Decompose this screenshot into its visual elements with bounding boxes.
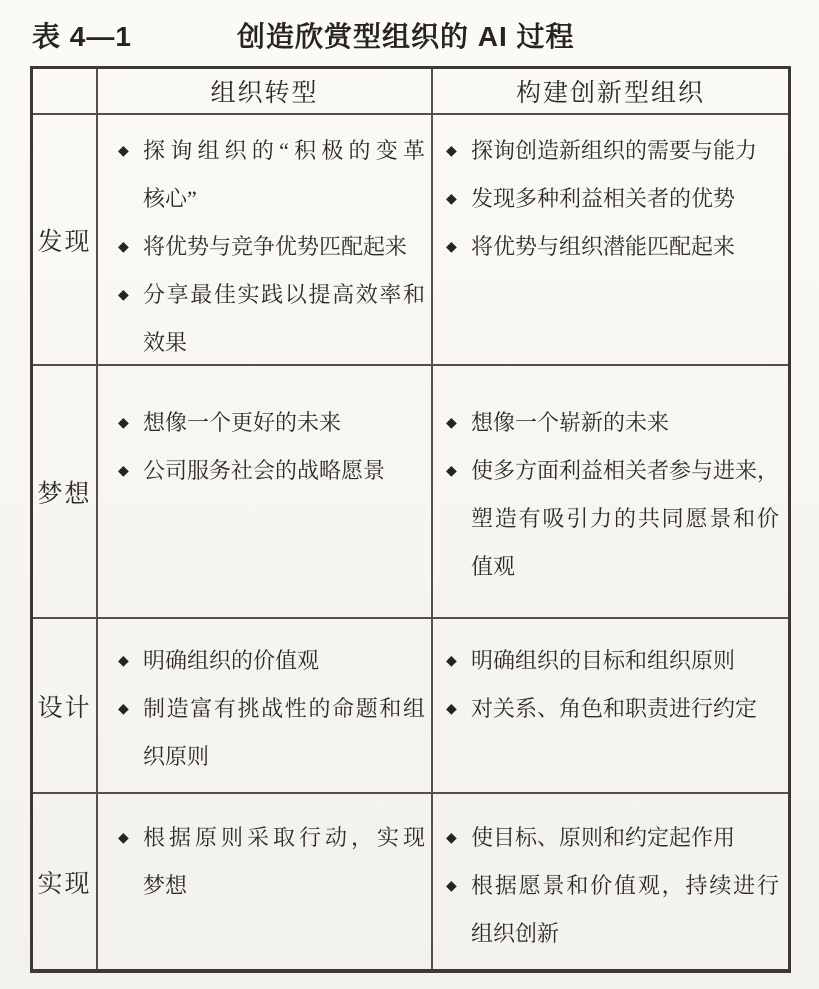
item-line: 对关系、角色和职责进行约定 xyxy=(471,696,758,721)
bullet-item xyxy=(118,814,425,910)
table-number: 表 4—1 xyxy=(32,21,132,52)
diamond-bullet-icon: ◆ xyxy=(118,831,129,846)
diamond-bullet-icon: ◆ xyxy=(118,240,129,255)
diamond-bullet-icon: ◆ xyxy=(118,654,129,669)
bullet-item xyxy=(446,637,779,685)
diamond-bullet-icon: ◆ xyxy=(446,192,457,207)
item-line: 探询创造新组织的需要与能力 xyxy=(471,138,758,163)
row-label-discovery: 发现 xyxy=(33,115,98,366)
item-line: 探询组织的“积极的变革 xyxy=(143,138,425,163)
item-line: 效果 xyxy=(143,330,188,355)
row-label-design: 设计 xyxy=(33,619,98,794)
bullet-item xyxy=(446,814,779,862)
diamond-bullet-icon: ◆ xyxy=(118,288,129,303)
bullet-item xyxy=(446,175,779,223)
content-cell-dream-innovative xyxy=(433,366,788,619)
bullet-item xyxy=(118,637,425,685)
item-line: 核心” xyxy=(143,186,197,211)
item-line: 分享最佳实践以提高效率和 xyxy=(143,282,425,307)
ai-process-table xyxy=(30,66,791,973)
bullet-item xyxy=(446,447,779,591)
diamond-bullet-icon: ◆ xyxy=(446,879,457,894)
diamond-bullet-icon: ◆ xyxy=(118,464,129,479)
bullet-item xyxy=(118,223,425,271)
corner-cell xyxy=(33,69,98,115)
item-line: 想像一个更好的未来 xyxy=(143,410,342,435)
table-caption: 创造欣赏型组织的 AI 过程 xyxy=(237,21,575,52)
item-line: 使多方面利益相关者参与进来， xyxy=(471,458,780,483)
diamond-bullet-icon: ◆ xyxy=(446,654,457,669)
bullet-item xyxy=(118,447,425,495)
bullet-item xyxy=(118,685,425,781)
column-header-org-transform: 组织转型 xyxy=(98,69,433,115)
item-line: 将优势与组织潜能匹配起来 xyxy=(471,234,736,259)
item-line: 明确组织的价值观 xyxy=(143,648,320,673)
bullet-item xyxy=(118,399,425,447)
diamond-bullet-icon: ◆ xyxy=(446,702,457,717)
diamond-bullet-icon: ◆ xyxy=(118,416,129,431)
item-line: 根据愿景和价值观，持续进行 xyxy=(471,873,779,898)
item-line: 值观 xyxy=(471,554,516,579)
diamond-bullet-icon: ◆ xyxy=(446,240,457,255)
item-line: 根据原则采取行动，实现 xyxy=(143,825,425,850)
bullet-item xyxy=(446,399,779,447)
item-line: 公司服务社会的战略愿景 xyxy=(143,458,386,483)
bullet-item xyxy=(446,223,779,271)
row-label-dream: 梦想 xyxy=(33,366,98,619)
item-line: 明确组织的目标和组织原则 xyxy=(471,648,736,673)
item-line: 想像一个崭新的未来 xyxy=(471,410,670,435)
row-label-destiny: 实现 xyxy=(33,794,98,969)
column-header-build-innovative-org: 构建创新型组织 xyxy=(433,69,788,115)
content-cell-discovery-innovative xyxy=(433,115,788,366)
bullet-item xyxy=(446,685,779,733)
bullet-item xyxy=(446,862,779,958)
diamond-bullet-icon: ◆ xyxy=(118,702,129,717)
content-cell-discovery-transform xyxy=(98,115,433,366)
content-cell-design-innovative xyxy=(433,619,788,794)
table-title-row xyxy=(0,15,819,57)
item-line: 使目标、原则和约定起作用 xyxy=(471,825,736,850)
item-line: 织原则 xyxy=(143,744,210,769)
item-line: 将优势与竞争优势匹配起来 xyxy=(143,234,408,259)
diamond-bullet-icon: ◆ xyxy=(446,464,457,479)
content-cell-destiny-innovative xyxy=(433,794,788,969)
item-line: 组织创新 xyxy=(471,921,560,946)
item-line: 发现多种利益相关者的优势 xyxy=(471,186,736,211)
content-cell-destiny-transform xyxy=(98,794,433,969)
bullet-item xyxy=(118,271,425,367)
item-line: 塑造有吸引力的共同愿景和价 xyxy=(471,506,779,531)
bullet-item xyxy=(446,127,779,175)
diamond-bullet-icon: ◆ xyxy=(118,144,129,159)
content-cell-dream-transform xyxy=(98,366,433,619)
content-cell-design-transform xyxy=(98,619,433,794)
bullet-item xyxy=(118,127,425,223)
diamond-bullet-icon: ◆ xyxy=(446,416,457,431)
diamond-bullet-icon: ◆ xyxy=(446,831,457,846)
item-line: 制造富有挑战性的命题和组 xyxy=(143,696,425,721)
diamond-bullet-icon: ◆ xyxy=(446,144,457,159)
item-line: 梦想 xyxy=(143,873,188,898)
